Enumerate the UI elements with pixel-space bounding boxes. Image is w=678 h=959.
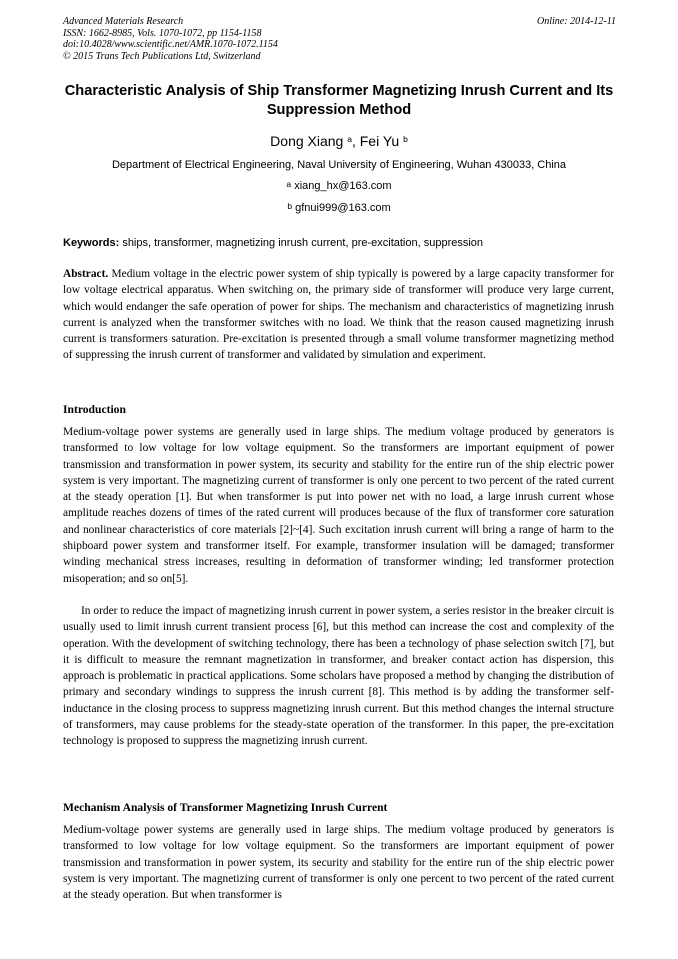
section-heading: Introduction [63,403,126,416]
author-name: Dong Xiang [270,133,344,149]
email-address: gfnui999@163.com [295,202,391,214]
paper-title: Characteristic Analysis of Ship Transformer Magnetizing Inrush Current and Its Suppression Method [64,83,614,118]
copyright-line: © 2015 Trans Tech Publications Ltd, Switzerland [63,50,261,62]
online-date: Online: 2014-12-11 [537,16,616,27]
email-line [55,179,623,193]
author-mark: a [347,134,352,144]
body-paragraph: Medium-voltage power systems are generally used in large ships. The medium voltage produced by generators is transformed to low voltage for low voltage equipment. So the transformers are important equipment of power transmission and transformation in power system, its security and stability for the entire run of the ship electric power system is very important. The magnetizing current of transformer is only one percent to two percent of the rated current at the steady operation. But when transformer is [63,824,614,902]
author-mark: b [403,134,408,144]
author-separator: , [351,133,360,149]
abstract-label: Abstract. [63,268,109,280]
email-mark: b [287,201,293,211]
affiliation: Department of Electrical Engineering, Naval University of Engineering, Wuhan 430033, China [111,159,567,171]
issn-line: ISSN: 1662-8985, Vols. 1070-1072, pp 1154-1158 [63,27,262,39]
journal-name: Advanced Materials Research [63,16,184,27]
author-line [55,132,623,150]
abstract [63,266,614,364]
keywords-text: ships, transformer, magnetizing inrush current, pre-excitation, suppression [122,237,484,249]
keywords [63,236,623,250]
publication-header [63,16,483,62]
body-paragraph: In order to reduce the impact of magnetizing inrush current in power system, a series resistor in the breaker circuit is usually used to limit inrush current transient process [6], but this method can increase the cost and complexity of the operation. With the development of switching technology, there has been a technology of phase selection switch [7], but it is difficult to measure the remnant magnetization in transformer, and breaker contact action has dispersion, this approach is problematic in practical applications. Some scholars have proposed a method by changing the distribution of primary and secondary windings to suppress the inrush current [8]. This method is by adding the transformer self-inductance in the closing process to suppress magnetizing inrush current. But this method changes the internal structure of transformers, may cause problems for the steady-state operation of the transformer. In this paper, the pre-excitation technology is proposed to suppress the magnetizing inrush current. [63,605,614,748]
section-heading: Mechanism Analysis of Transformer Magnetizing Inrush Current [63,801,388,814]
email-line [55,201,623,215]
body-paragraph: Medium-voltage power systems are generally used in large ships. The medium voltage produced by generators is transformed to low voltage for low voltage equipment. So the transformers are important equipment of power transmission and transformation in power system, its security and stability for the entire run of the ship electric power system is very important. The magnetizing current of transformer is only one percent to two percent of the rated current at the steady operation [1]. But when transformer is put into power net with no load, a large inrush current whose amplitude reaches dozens of times of the rated current will produces because of the flux of transformer core saturation and nonlinear characteristics of core materials [2]~[4]. Such excitation inrush current will bring a range of harm to the shipboard power system and transformer itself. For example, transformer insulation will be damaged; transformer winding mechanical stress increases, resulting in deformation of transformer winding; led transformer protection misoperation; and so on[5]. [63,426,614,585]
doi-line: doi:10.4028/www.scientific.net/AMR.1070-1072.1154 [63,39,278,50]
abstract-text: Medium voltage in the electric power system of ship typically is powered by a large capacity transformer for low voltage electrical apparatus. When switching on, the primary side of transformer will produce very large current, which would endanger the safe operation of power for ships. The mechanism and characteristics of magnetizing inrush current is analyzed when the transformer switches with no load. We think that the reason caused magnetizing inrush current is transformers saturation. Pre-excitation is presented through a small volume transformer magnetizing method of suppressing the inrush current of transformer and validated by simulation and experiment. [63,268,614,362]
author-name: Fei Yu [359,133,400,149]
email-mark: a [286,179,292,189]
email-address: xiang_hx@163.com [294,180,392,192]
keywords-label: Keywords: [63,237,120,249]
